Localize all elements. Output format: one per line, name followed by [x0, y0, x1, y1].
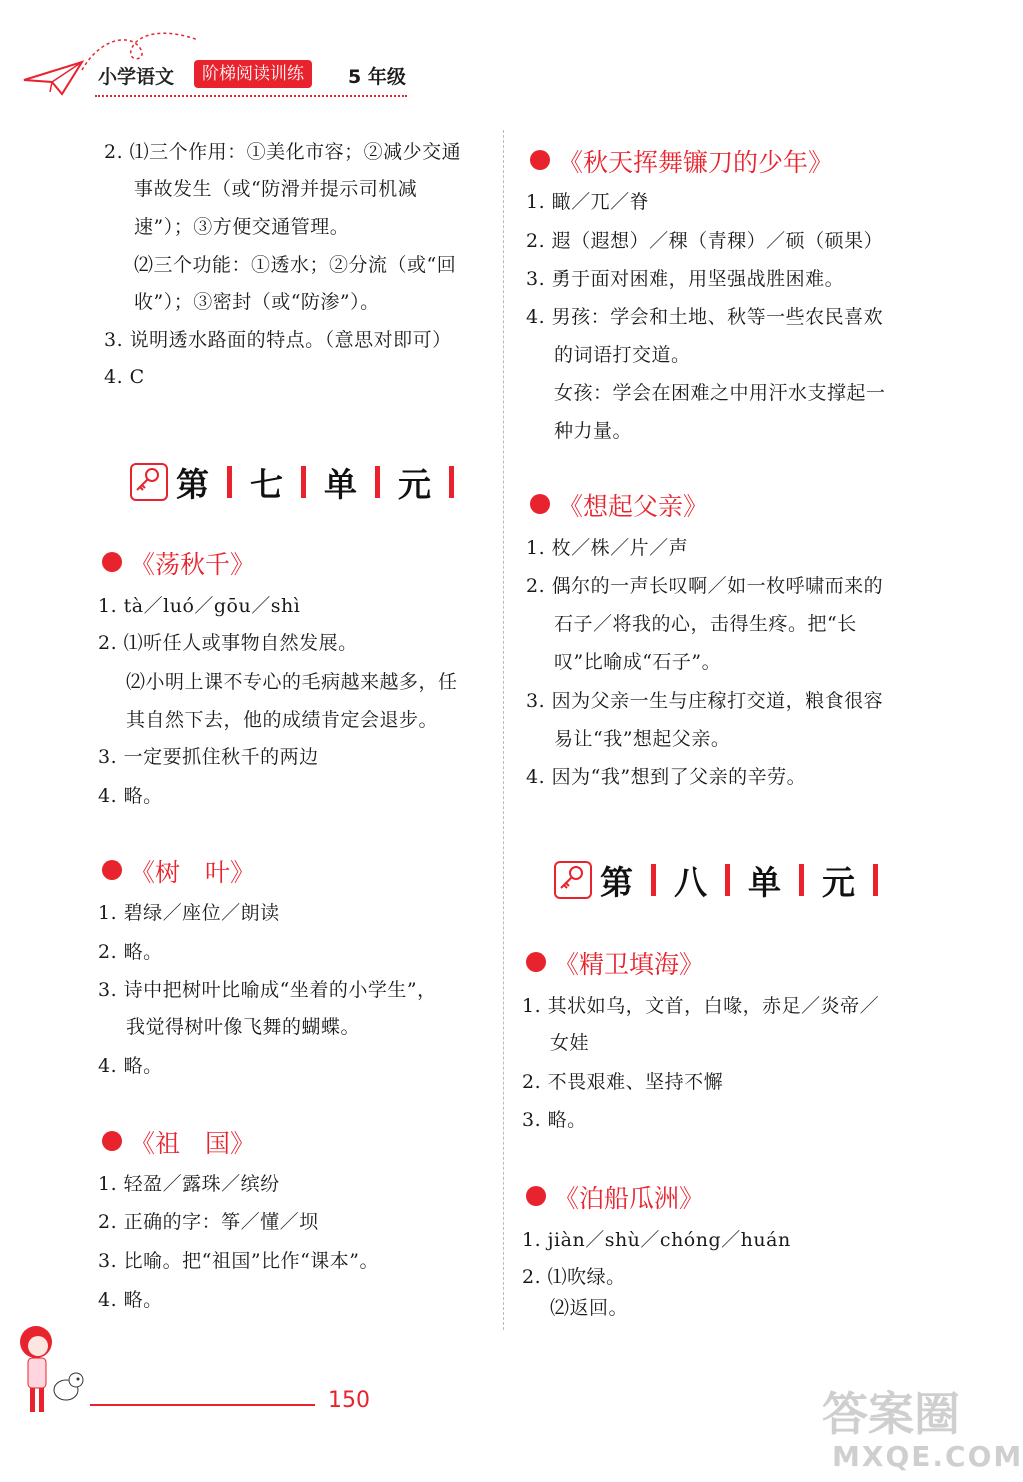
- answer-line: 4. 略。: [98, 785, 163, 807]
- answer-line: 4. 略。: [98, 1055, 163, 1077]
- answer-line: 叹”比喻成“石子”。: [554, 651, 722, 673]
- unit-char: 七: [250, 464, 283, 504]
- answer-line: 3. 勇于面对困难，用坚强战胜困难。: [526, 268, 845, 290]
- unit-char: 单: [748, 862, 781, 902]
- section-bullet-icon: [102, 1131, 122, 1151]
- header-dotted-rule: [95, 95, 407, 97]
- header-series: 阶梯阅读训练: [202, 64, 304, 84]
- answer-line: 1. tà／luó／gōu／shì: [98, 595, 301, 617]
- grade-word: 年级: [367, 66, 406, 88]
- key-icon: [130, 463, 168, 501]
- answer-line: 2. 偶尔的一声长叹啊／如一枚呼啸而来的: [526, 575, 884, 597]
- unit-7-banner: [130, 462, 472, 502]
- unit-char: 第: [176, 464, 209, 504]
- answer-line: ⑵三个功能：①透水；②分流（或“回: [134, 254, 457, 276]
- answer-line: 4. 男孩：学会和土地、秋等一些农民喜欢: [526, 306, 884, 328]
- section-title: 《荡秋千》: [130, 550, 256, 579]
- section-bullet-icon: [526, 952, 546, 972]
- answer-line: 女孩：学会在困难之中用汗水支撑起一: [554, 382, 886, 404]
- answer-line: 收”）；③密封（或“防渗”）。: [134, 291, 380, 313]
- answer-line: 1. 瞰／兀／脊: [526, 191, 650, 213]
- answer-line: 1. 枚／株／片／声: [526, 537, 689, 559]
- answer-line: 3. 说明透水路面的特点。（意思对即可）: [104, 329, 452, 351]
- answer-line: 速”）；③方便交通管理。: [134, 216, 350, 238]
- header-subject: 小学语文: [98, 66, 175, 88]
- answer-line: 3. 略。: [522, 1109, 587, 1131]
- section-title: 《想起父亲》: [558, 492, 709, 521]
- page-number: 150: [328, 1388, 370, 1413]
- answer-line: 3. 因为父亲一生与庄稼打交道，粮食很容: [526, 690, 884, 712]
- answer-line: 3. 比喻。把“祖国”比作“课本”。: [98, 1250, 380, 1272]
- answer-line: 1. 轻盈／露珠／缤纷: [98, 1173, 280, 1195]
- answer-line: 的词语打交道。: [554, 344, 691, 366]
- section-bullet-icon: [102, 860, 122, 880]
- unit-bar: [873, 864, 878, 896]
- answer-line: 4. 因为“我”想到了父亲的辛劳。: [526, 766, 807, 788]
- unit-bar: [301, 466, 306, 498]
- answer-line: 事故发生（或“防滑并提示司机减: [134, 178, 418, 200]
- header-series-badge: [194, 60, 312, 88]
- unit-bar: [449, 466, 454, 498]
- unit-bar: [725, 864, 730, 896]
- unit-char: 单: [324, 464, 357, 504]
- section-title: 《祖 国》: [130, 1129, 256, 1158]
- unit-bar: [375, 466, 380, 498]
- unit-char: 八: [674, 862, 707, 902]
- key-icon: [554, 861, 592, 899]
- watermark-logo: 答案圈: [822, 1387, 960, 1441]
- unit-bar: [227, 466, 232, 498]
- unit-bar: [651, 864, 656, 896]
- column-divider: [503, 130, 504, 1330]
- answer-line: 2. 正确的字：筝／懂／坝: [98, 1211, 319, 1233]
- header-grade: [348, 62, 406, 89]
- section-title: 《精卫填海》: [554, 950, 705, 979]
- section-title: 《秋天挥舞镰刀的少年》: [558, 148, 834, 177]
- answer-line: ⑵小明上课不专心的毛病越来越多，任: [126, 671, 458, 693]
- answer-line: 1. jiàn／shù／chóng／huán: [522, 1229, 791, 1251]
- answer-line: 石子／将我的心，击得生疼。把“长: [554, 613, 857, 635]
- section-bullet-icon: [530, 494, 550, 514]
- answer-line: 3. 诗中把树叶比喻成“坐着的小学生”，: [98, 979, 437, 1001]
- answer-line: 2. 略。: [98, 941, 163, 963]
- answer-line: 2. ⑴吹绿。: [522, 1266, 626, 1288]
- answer-line: 2. ⑴三个作用：①美化市容；②减少交通: [104, 141, 462, 163]
- unit-char: 第: [600, 862, 633, 902]
- answer-line: 1. 碧绿／座位／朗读: [98, 902, 280, 924]
- watermark-url: MXQE.COM: [832, 1440, 1023, 1473]
- answer-line: 其自然下去，他的成绩肯定会退步。: [126, 709, 439, 731]
- answer-line: 女娃: [550, 1032, 590, 1054]
- unit-char: 元: [822, 862, 855, 902]
- unit-char: 元: [398, 464, 431, 504]
- section-bullet-icon: [530, 150, 550, 170]
- answer-line: 2. 遐（遐想）／稞（青稞）／硕（硕果）: [526, 230, 884, 252]
- answer-line: 易让“我”想起父亲。: [554, 728, 731, 750]
- unit-bar: [799, 864, 804, 896]
- section-bullet-icon: [102, 552, 122, 572]
- answer-line: 4. C: [104, 366, 145, 388]
- grade-number: 5: [348, 66, 362, 88]
- girl-with-dog-illustration: [8, 1320, 88, 1420]
- answer-line: 2. 不畏艰难、坚持不懈: [522, 1071, 724, 1093]
- section-bullet-icon: [526, 1186, 546, 1206]
- answer-line: 4. 略。: [98, 1289, 163, 1311]
- paper-plane-icon: [22, 58, 84, 98]
- unit-8-banner: [554, 860, 896, 900]
- answer-line: 2. ⑴听任人或事物自然发展。: [98, 632, 358, 654]
- answer-line: 我觉得树叶像飞舞的蝴蝶。: [126, 1016, 361, 1038]
- answer-line: ⑵返回。: [550, 1297, 629, 1319]
- section-title: 《树 叶》: [130, 858, 256, 887]
- footer-rule: [90, 1404, 315, 1406]
- answer-line: 1. 其状如乌，文首，白喙，赤足／炎帝／: [522, 995, 880, 1017]
- section-title: 《泊船瓜洲》: [554, 1184, 705, 1213]
- answer-line: 3. 一定要抓住秋千的两边: [98, 746, 319, 768]
- answer-line: 种力量。: [554, 420, 633, 442]
